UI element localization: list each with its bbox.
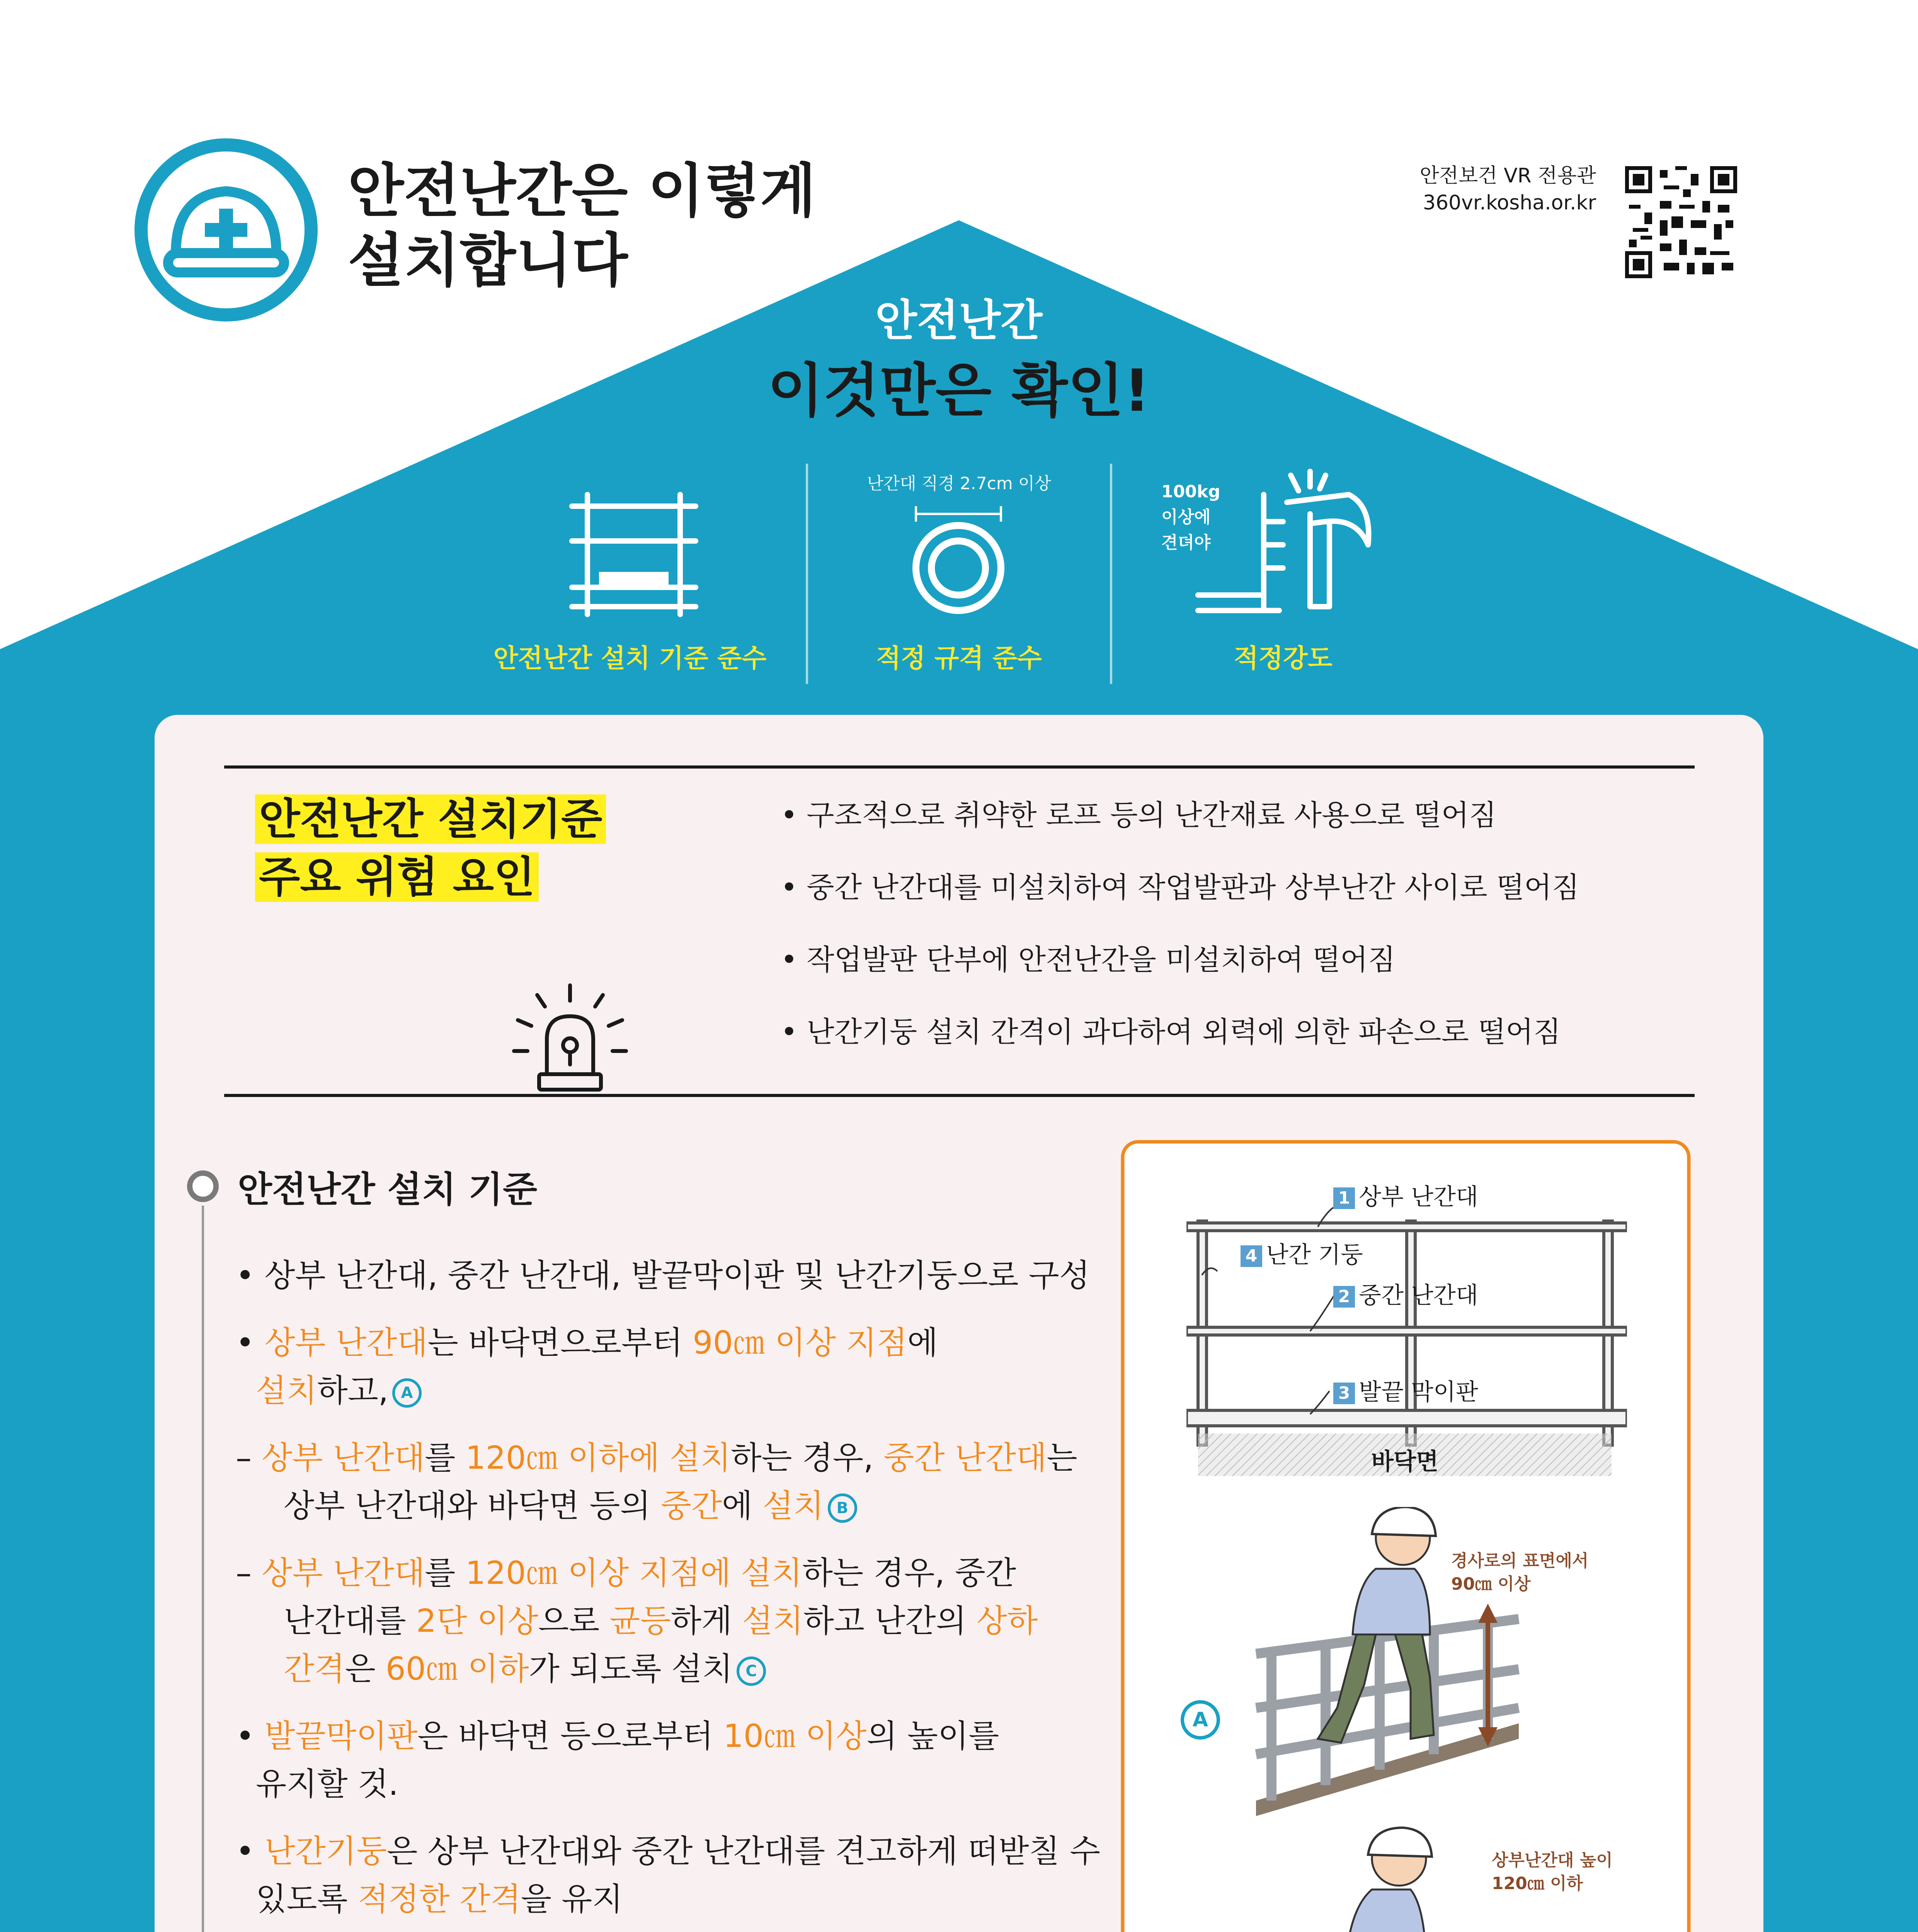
alarm-siren-icon — [506, 978, 634, 1094]
vr-info — [1310, 162, 1596, 216]
part-post: 4 난간 기둥 — [1241, 1236, 1363, 1270]
mark-c-icon: C — [737, 1656, 766, 1686]
feature-label-standard: 안전난간 설치 기준 준수 — [493, 643, 767, 673]
standard-line: • 발끝막이판은 바닥면 등으로부터 10㎝ 이상의 높이를 — [236, 1718, 999, 1755]
diagram-b-label — [1492, 1849, 1613, 1895]
title-line-1: 안전난간은 이렇게 — [348, 158, 816, 225]
part-toe-board: 3 발끝 막이판 — [1333, 1374, 1478, 1407]
standard-line: • 난간기둥은 상부 난간대와 중간 난간대를 견고하게 떠받칠 수 — [236, 1833, 1101, 1870]
standard-line: – 상부 난간대를 120㎝ 이하에 설치하는 경우, 중간 난간대는 — [236, 1440, 1077, 1476]
risk-item: • 난간기둥 설치 간격이 과다하여 외력에 의한 파손으로 떨어짐 — [781, 1015, 1561, 1049]
floor-label: 바닥면 — [1371, 1448, 1438, 1475]
strength-note-3: 견뎌야 — [1161, 533, 1211, 553]
title-line-2: 설치합니다 — [348, 227, 628, 294]
vr-label: 안전보건 VR 전용관 — [1419, 164, 1596, 187]
vr-url[interactable]: 360vr.kosha.or.kr — [1423, 191, 1596, 214]
hammer-railing-icon — [1194, 468, 1380, 618]
standards-list — [236, 1252, 1100, 1932]
standard-line: 유지할 것. — [256, 1766, 398, 1803]
strength-note-1: 100kg — [1161, 482, 1220, 502]
standard-line: • 상부 난간대는 바닥면으로부터 90㎝ 이상 지점에 — [236, 1325, 938, 1361]
qr-code-icon[interactable] — [1625, 166, 1737, 278]
risk-list — [781, 798, 1579, 1049]
risk-item: • 작업발판 단부에 안전난간을 미설치하여 떨어짐 — [781, 943, 1396, 976]
b-label-line-2: 120㎝ 이하 — [1492, 1874, 1583, 1893]
part-mid-rail: 2 중간 난간대 — [1333, 1277, 1478, 1310]
standard-line: – 상부 난간대를 120㎝ 이상 지점에 설치하는 경우, 중간 — [236, 1555, 1016, 1592]
diagram-mark-a: A — [1181, 1700, 1220, 1740]
risk-heading-line-2: 주요 위험 요인 — [255, 852, 539, 902]
risk-heading — [255, 790, 606, 906]
strength-note-2: 이상에 — [1161, 507, 1211, 527]
feature-label-strength: 적정강도 — [1234, 643, 1333, 673]
diameter-note: 난간대 직경 2.7cm 이상 — [867, 474, 1051, 493]
helmet-cross-icon — [133, 137, 319, 323]
risk-item: • 구조적으로 취약한 로프 등의 난간재료 사용으로 떨어짐 — [781, 799, 1497, 832]
standard-line: 난간대를 2단 이상으로 균등하게 설치하고 난간의 상하 — [284, 1603, 1038, 1639]
standard-line: • 상부 난간대, 중간 난간대, 발끝막이판 및 난간기둥으로 구성 — [236, 1257, 1090, 1294]
standard-line: 설치하고, A — [236, 1367, 1100, 1415]
a-label-line-2: 90㎝ 이상 — [1451, 1574, 1531, 1594]
b-label-line-1: 상부난간대 높이 — [1492, 1850, 1613, 1870]
check-title: 이것만은 확인! — [767, 357, 1150, 425]
risk-item: • 중간 난간대를 미설치하여 작업발판과 상부난간 사이로 떨어짐 — [781, 871, 1579, 904]
worker-flat-illustration — [1248, 1824, 1527, 1932]
mark-b-icon: B — [828, 1493, 857, 1523]
railing-standard-icon — [564, 483, 703, 622]
mark-a-icon: A — [392, 1378, 422, 1408]
check-subtitle: 안전난간 — [875, 296, 1043, 346]
standard-line: 있도록 적정한 간격을 유지 — [256, 1881, 623, 1918]
page-title — [348, 156, 816, 296]
feature-label-spec: 적정 규격 준수 — [876, 643, 1042, 673]
part-top-rail: 1 상부 난간대 — [1333, 1179, 1478, 1212]
standards-title: 안전난간 설치 기준 — [238, 1169, 538, 1210]
pipe-ring-icon — [900, 502, 1016, 618]
risk-heading-line-1: 안전난간 설치기준 — [255, 794, 606, 844]
standard-line: 상부 난간대와 바닥면 등의 중간에 설치 B — [236, 1482, 1100, 1530]
standard-line: 간격은 60㎝ 이하가 되도록 설치 C — [236, 1645, 1100, 1693]
diagram-a-label — [1451, 1549, 1588, 1596]
a-label-line-1: 경사로의 표면에서 — [1451, 1551, 1589, 1571]
